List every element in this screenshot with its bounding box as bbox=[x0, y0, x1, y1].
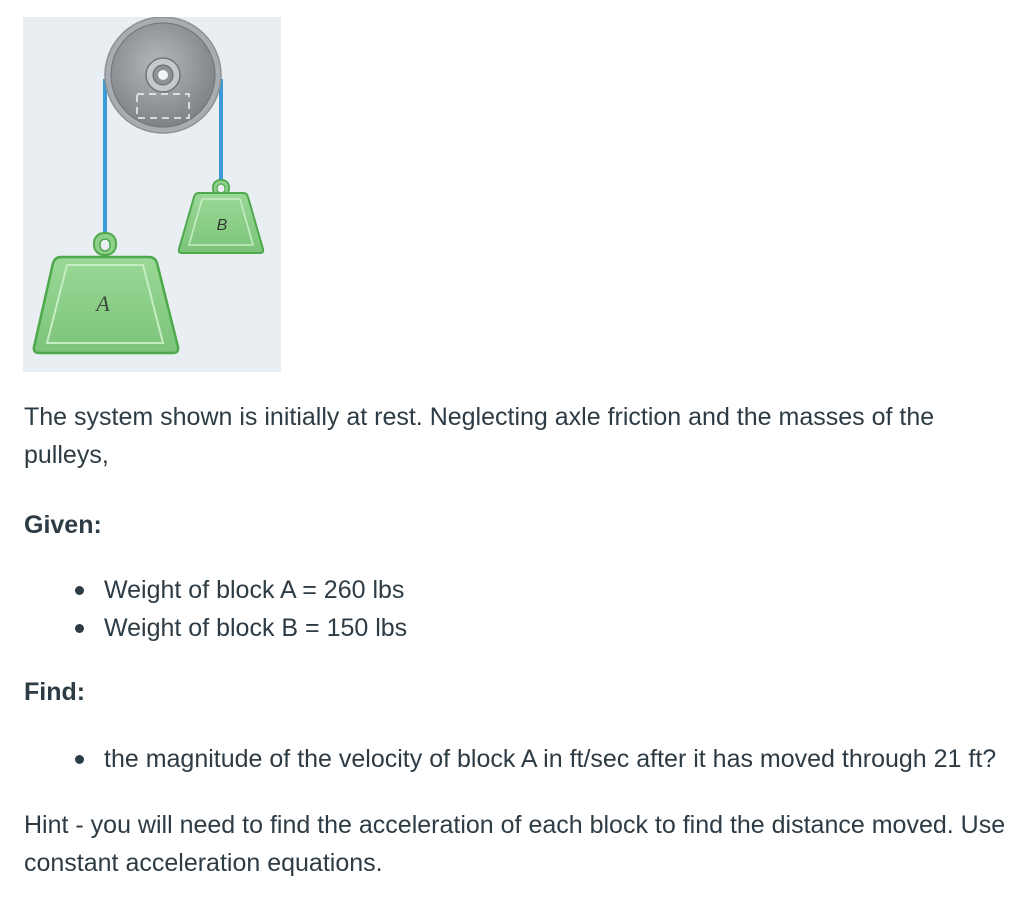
block-b-label: B bbox=[216, 217, 228, 234]
block-b bbox=[179, 193, 263, 253]
block-a bbox=[34, 257, 178, 353]
hint-text: Hint - you will need to find the acceleration of each block to find the distance moved. Use constant acceleration equations. bbox=[24, 811, 1006, 877]
pulley-diagram-svg bbox=[23, 17, 281, 372]
given-heading: Given: bbox=[24, 511, 102, 539]
find-item-velocity: the magnitude of the velocity of block A in ft/sec after it has moved through 21 ft? bbox=[104, 740, 1019, 778]
find-heading: Find: bbox=[24, 678, 86, 706]
given-item-weight-b: Weight of block B = 150 lbs bbox=[104, 609, 1019, 647]
given-list bbox=[24, 571, 1019, 647]
given-item-weight-a: Weight of block A = 260 lbs bbox=[104, 571, 1019, 609]
pulley-diagram bbox=[23, 17, 281, 372]
block-a-label: A bbox=[96, 291, 110, 316]
pulley bbox=[105, 17, 221, 133]
hook-a bbox=[94, 233, 116, 255]
intro-text: The system shown is initially at rest. Neglecting axle friction and the masses of the pulleys, bbox=[24, 403, 935, 469]
problem-statement bbox=[24, 398, 1019, 882]
find-list bbox=[24, 740, 1019, 778]
